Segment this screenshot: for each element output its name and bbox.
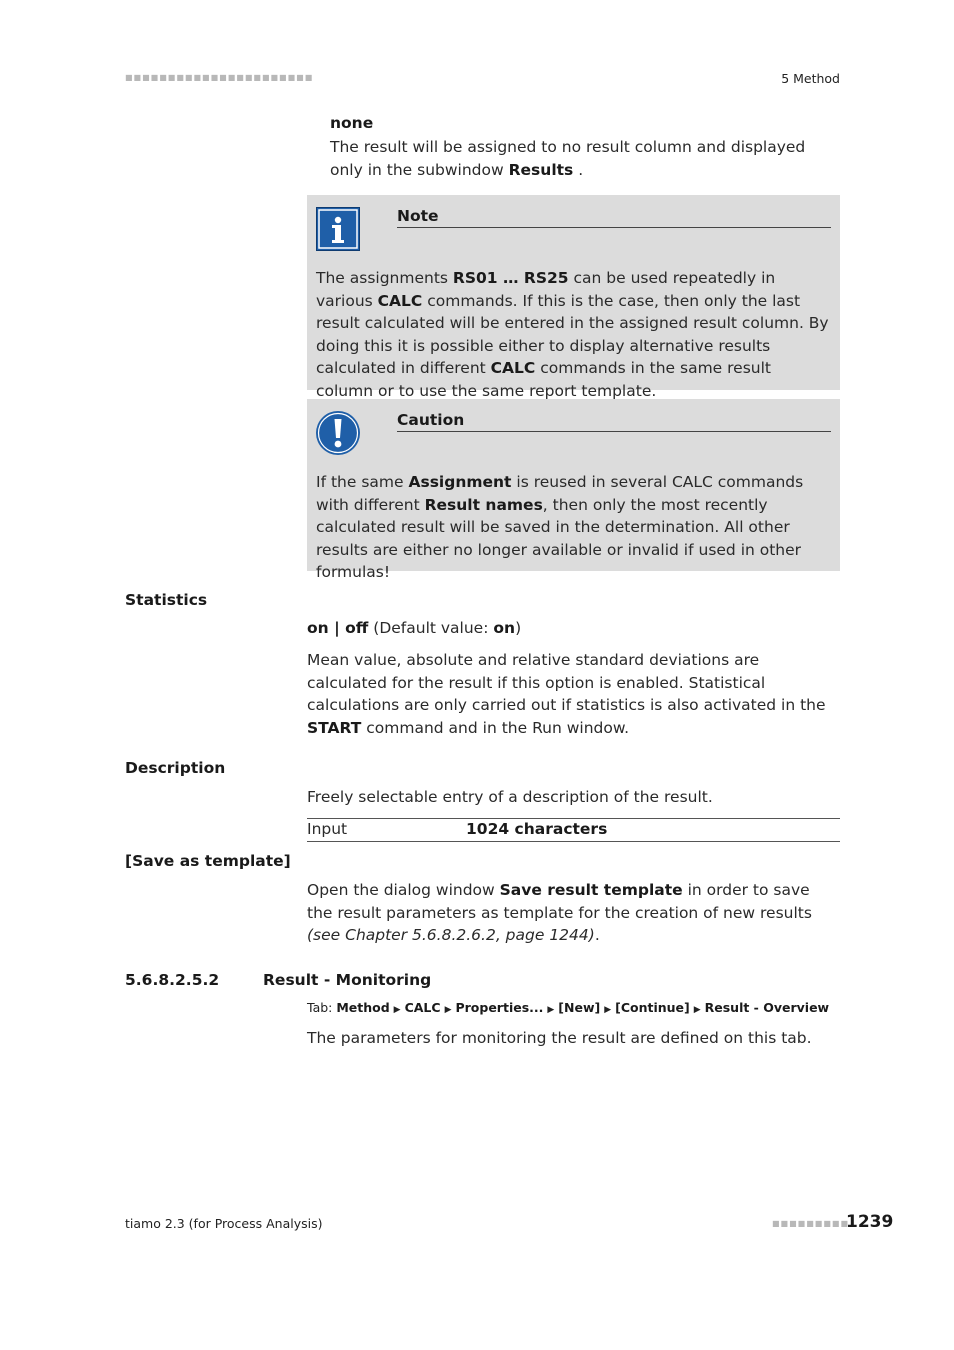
tab-path: Tab: Method ▶ CALC ▶ Properties... ▶ [New] ▶ [Continue] ▶ Result - Overview [307, 1000, 830, 1015]
tab-path-item: Method [336, 1000, 390, 1015]
header-marks: ■■■■■■■■■■■■■■■■■■■■■■ [125, 73, 314, 82]
input-table-bottom-rule [307, 841, 840, 842]
statistics-heading: Statistics [125, 591, 208, 609]
note-title-bar [397, 206, 831, 228]
section-title: Result - Monitoring [263, 971, 432, 989]
description-heading: Description [125, 759, 226, 777]
arrow-icon: ▶ [693, 1005, 701, 1015]
input-table-value: 1024 characters [466, 820, 608, 838]
section-text: The parameters for monitoring the result are defined on this tab. [307, 1029, 812, 1047]
statistics-values: on | off (Default value: on) [307, 619, 522, 637]
option-none-text: The result will be assigned to no result column and displayed only in the subwindow Results . [330, 138, 806, 179]
note-title: Note [397, 207, 439, 225]
save-template-text: Open the dialog window Save result template in order to save the result parameters as template for the creation of new results (see Chapter 5.6.8.2.6.2, page 1244). [307, 881, 812, 944]
option-none-title: none [330, 114, 374, 132]
caution-box [307, 399, 840, 581]
caution-title: Caution [397, 411, 465, 429]
exclamation-icon [315, 410, 361, 456]
page-number: 1239 [846, 1212, 894, 1232]
input-table-label: Input [307, 820, 348, 838]
arrow-icon: ▶ [444, 1005, 452, 1015]
save-template-heading: [Save as template] [125, 852, 291, 870]
header-chapter: 5 Method [781, 71, 840, 86]
arrow-icon: ▶ [547, 1005, 555, 1015]
section-number: 5.6.8.2.5.2 [125, 971, 220, 989]
tab-path-item: Properties... [455, 1000, 544, 1015]
info-icon [316, 207, 360, 251]
description-text: Freely selectable entry of a description of the result. [307, 788, 713, 806]
arrow-icon: ▶ [604, 1005, 612, 1015]
tab-path-item: [New] [558, 1000, 601, 1015]
caution-title-bar [397, 410, 831, 432]
statistics-text: Mean value, absolute and relative standard deviations are calculated for the result if this option is enabled. Statistical calculations are only carried out if statistics is also activated in the START command and in the Run window. [307, 651, 826, 737]
tab-path-item: [Continue] [615, 1000, 690, 1015]
tab-path-item: CALC [404, 1000, 441, 1015]
arrow-icon: ▶ [393, 1005, 401, 1015]
footer-product: tiamo 2.3 (for Process Analysis) [125, 1216, 323, 1231]
note-text: The assignments RS01 … RS25 can be used repeatedly in various CALC commands. If this is the case, then only the last result calculated will be entered in the assigned result column. By doing this it is possible either to display alternative results calculated in different CALC commands in the same result column or to use the same report template. [316, 269, 829, 400]
caution-text: If the same Assignment is reused in several CALC commands with different Result names, then only the most recently calculated result will be saved in the determination. All other results are either no longer available or invalid if used in other formulas! [316, 473, 804, 581]
note-box [307, 195, 840, 400]
footer-marks: ■■■■■■■■■ [772, 1219, 850, 1228]
tab-path-item: Result - Overview [704, 1000, 830, 1015]
